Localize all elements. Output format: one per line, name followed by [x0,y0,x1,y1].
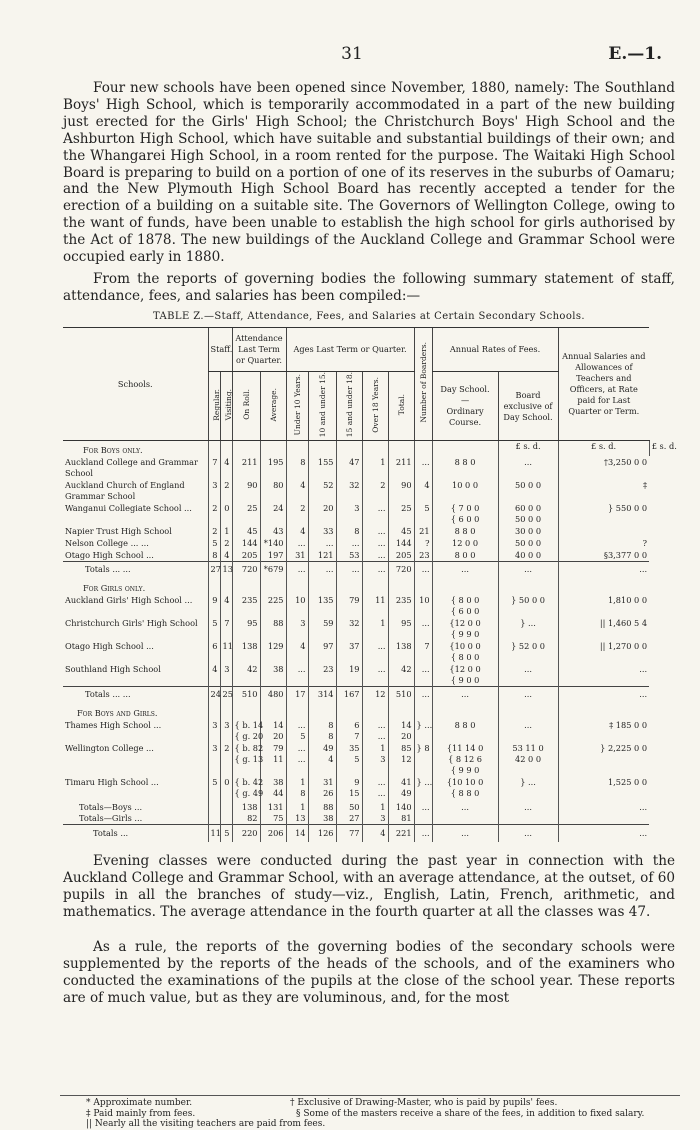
paragraph-reports-rule: As a rule, the reports of the governing bodies of the secondary schools were supplemented by the reports of the heads of the schools, and of the examiners who conducted the examinations of the pupils at the close of the school year. These reports are of much value, but as they are voluminous, and, for the most [63,939,675,1006]
cell-day-school-fee: {10 0 0 { 8 0 0 [432,640,498,663]
cell-total: 42 [388,663,414,687]
cell-over-18: ... ... [362,719,388,742]
cell-board-fee: ... [498,799,558,825]
cell-total: 221 [388,825,414,843]
cell-board-fee: 50 0 0 [498,537,558,549]
cell-day-school-fee: 8 8 0 [432,456,498,479]
col-fees: Annual Rates of Fees. [432,328,558,372]
cell-boarders: 4 [414,479,432,502]
cell-age-15-18: ... [336,562,362,580]
col-salaries: Annual Salaries and Allowances of Teachers and Officers, at Rate paid for Last Quarter or Term. [558,328,649,441]
cell-over-18: 11 [362,594,388,617]
cell-average: 197 [260,549,286,562]
totals-row [63,825,679,843]
cell-visiting: 2 [220,742,232,776]
cell-age-15-18: 47 [336,456,362,479]
cell-total: 85 12 [388,742,414,776]
cell-salaries: 1,525 0 0 [558,776,649,799]
cell-board-fee: ... [498,719,558,742]
cell-boarders: } 8 [414,742,432,776]
cell-over-18: 1 3 [362,742,388,776]
cell-visiting: 5 [220,825,232,843]
school-name: Southland High School [65,664,161,675]
cell-board-fee: } 52 0 0 [498,640,558,663]
footnote: § Some of the masters receive a share of the fees, in addition to fixed salary. [296,1108,645,1119]
section-boys: For Boys only. [83,445,143,456]
cell-age-15-18: 53 [336,549,362,562]
cell-visiting: 4 [220,549,232,562]
col-on-roll: On Roll. [232,372,260,441]
cell-age-15-18: 6 7 [336,719,362,742]
cell-on-roll: 205 [232,549,260,562]
table-row [63,719,679,742]
paragraph-reports-intro: From the reports of governing bodies the following summary statement of staff, attendance, fees, and salaries has been compiled:— [63,271,675,304]
cell-average: 88 [260,617,286,640]
school-name: Timaru High School ... [65,777,159,788]
cell-on-roll: 95 [232,617,260,640]
cell-regular: 8 [208,549,220,562]
cell-age-10-15: 126 [308,825,336,843]
col-under-10: Under 10 Years. [286,372,308,441]
cell-on-roll: 211 [232,456,260,479]
page-header [0,44,700,66]
cell-regular: 6 [208,640,220,663]
school-name: Nelson College ... ... [65,538,149,549]
cell-regular: 2 [208,502,220,525]
table-row [63,502,679,525]
cell-age-10-15: ... [308,562,336,580]
footnote: * Approximate number. [86,1098,193,1108]
school-name: Totals ... ... [63,562,208,580]
cell-visiting: 2 [220,537,232,549]
cell-age-15-18: 8 [336,525,362,537]
col-attendance: Attendance Last Term or Quarter. [232,328,286,372]
cell-age-10-15: 97 [308,640,336,663]
cell-regular: 5 [208,537,220,549]
totals-row [63,687,679,705]
cell-on-roll: 25 [232,502,260,525]
cell-age-10-15: 23 [308,663,336,687]
cell-regular: 2 [208,525,220,537]
cell-average: 129 [260,640,286,663]
cell-visiting: 11 [220,640,232,663]
school-name: Totals ... [63,825,208,843]
cell-over-18: 1 [362,456,388,479]
cell-board-fee: 30 0 0 [498,525,558,537]
cell-over-18: ... ... [362,776,388,799]
cell-age-10-15: 314 [308,687,336,705]
cell-over-18: 1 [362,617,388,640]
cell-on-roll: 235 [232,594,260,617]
cell-salaries: || 1,460 5 4 [558,617,649,640]
cell-visiting: 25 [220,687,232,705]
cell-regular: 24 [208,687,220,705]
cell-salaries: 1,810 0 0 [558,594,649,617]
cell-boarders: ... [414,617,432,640]
footnotes [60,1095,680,1130]
school-name: Auckland College and Grammar School [65,457,198,479]
school-name: Otago High School ... [65,550,154,561]
cell-boarders: ... [414,687,432,705]
cell-day-school-fee: {10 10 0 { 8 8 0 [432,776,498,799]
cell-day-school-fee: ... [432,562,498,580]
cell-age-10-15: 155 [308,456,336,479]
cell-under-10: 14 [286,825,308,843]
cell-boarders: ... [414,456,432,479]
cell-age-10-15: 8 8 [308,719,336,742]
cell-age-10-15: 33 [308,525,336,537]
cell-under-10: 8 [286,456,308,479]
cell-average: *679 [260,562,286,580]
cell-salaries: †3,250 0 0 [558,456,649,479]
cell-on-roll: 220 [232,825,260,843]
cell-regular: 5 [208,617,220,640]
cell-salaries: } 2,225 0 0 [558,742,649,776]
cell-over-18: ... [362,502,388,525]
cell-total: 41 49 [388,776,414,799]
cell-regular: 7 [208,456,220,479]
col-boarders: Number of Boarders. [414,328,432,441]
page-number: 31 [341,44,363,64]
cell-under-10: ... ... [286,742,308,776]
cell-day-school-fee: 8 8 0 [432,525,498,537]
cell-under-10: 4 [286,640,308,663]
cell-average: 80 [260,479,286,502]
cell-board-fee: 53 11 0 42 0 0 [498,742,558,776]
cell-board-fee: 40 0 0 [498,549,558,562]
cell-board-fee: ... [498,687,558,705]
cell-boarders: } ... [414,776,432,799]
table-row [63,479,679,502]
cell-total: 140 81 [388,799,414,825]
school-name: Napier Trust High School [65,526,172,537]
totals-row [63,562,679,580]
cell-day-school-fee: ... [432,687,498,705]
cell-total: 205 [388,549,414,562]
cell-day-school-fee: {11 14 0 { 8 12 6 { 9 9 0 [432,742,498,776]
cell-day-school-fee: ... [432,825,498,843]
cell-total: 235 [388,594,414,617]
cell-over-18: 4 [362,825,388,843]
table-row [63,549,679,562]
cell-total: 25 [388,502,414,525]
cell-salaries: ... [558,562,649,580]
cell-under-10: 4 [286,525,308,537]
cell-age-15-18: 79 [336,594,362,617]
cell-visiting: 3 [220,719,232,742]
table-row [63,537,679,549]
cell-under-10: 31 [286,549,308,562]
cell-boarders: ? [414,537,432,549]
table-row [63,776,679,799]
cell-over-18: ... [362,549,388,562]
totals-split-row [63,799,679,825]
cell-boarders: } ... [414,719,432,742]
school-name: Auckland Church of England Grammar School [65,480,185,502]
cell-boarders: 10 [414,594,432,617]
school-name: Wellington College ... [65,743,154,754]
cell-visiting: 2 [220,479,232,502]
school-name: Totals ... ... [63,687,208,705]
cell-age-15-18: 50 27 [336,799,362,825]
cell-average: 225 [260,594,286,617]
cell-total: 95 [388,617,414,640]
cell-age-15-18: 32 [336,617,362,640]
cell-day-school-fee: 12 0 0 [432,537,498,549]
col-visiting: Visiting. [220,372,232,441]
cell-visiting [220,799,232,825]
cell-day-school-fee: { 8 0 0 { 6 0 0 [432,594,498,617]
table-row [63,742,679,776]
cell-average: 79 11 [260,742,286,776]
table-title: TABLE Z.—Staff, Attendance, Fees, and Salaries at Certain Secondary Schools. [153,311,585,322]
table-row [63,525,679,537]
cell-day-school-fee: {12 0 0 { 9 9 0 [432,617,498,640]
col-total: Total. [388,372,414,441]
cell-age-15-18: 32 [336,479,362,502]
cell-average: 480 [260,687,286,705]
footnote: || Nearly all the visiting teachers are paid from fees. [86,1119,326,1129]
document-reference: E.—1. [608,44,662,64]
cell-over-18: ... [362,562,388,580]
cell-board-fee: 50 0 0 [498,479,558,502]
cell-total: 720 [388,562,414,580]
col-over-18: Over 18 Years. [362,372,388,441]
cell-board-fee: ... [498,663,558,687]
footnote: ‡ Paid mainly from fees. [86,1108,196,1119]
cell-visiting: 0 [220,776,232,799]
cell-over-18: ... [362,640,388,663]
cell-age-15-18: 35 5 [336,742,362,776]
paragraph-new-schools: Four new schools have been opened since November, 1880, namely: The Southland Boys' High School, which is temporarily accommodated in a part of the new building just erected for the Girls' High School; the Christchurch Boys' High School and the Ashburton High School, which have suitable and substantial buildings of their own; and the Whangarei High School, in a room rented for the purpose. The Waitaki High School Board is preparing to build on a portion of one of its reserves in the suburbs of Oamaru; and the New Plymouth High School Board has recently accepted a tender for the erection of a building on a suitable site. The Governors of Wellington College, owing to the want of funds, have been unable to establish the high school for girls authorised by the Act of 1878. The new buildings of the Auckland College and Grammar School were occupied early in 1880. [63,80,675,266]
cell-board-fee: } 50 0 0 [498,594,558,617]
cell-age-10-15: 121 [308,549,336,562]
cell-average: *140 [260,537,286,549]
cell-visiting: 13 [220,562,232,580]
cell-regular: 9 [208,594,220,617]
table-row [63,617,679,640]
school-name: Auckland Girls' High School ... [65,595,193,606]
cell-visiting: 3 [220,663,232,687]
cell-salaries: || 1,270 0 0 [558,640,649,663]
unit-label: £ s. d. [558,441,649,457]
cell-over-18: 1 3 [362,799,388,825]
cell-day-school-fee: {12 0 0 { 9 0 0 [432,663,498,687]
table-row [63,594,679,617]
cell-regular: 4 [208,663,220,687]
cell-regular: 3 [208,742,220,776]
cell-average: 38 [260,663,286,687]
cell-under-10: 3 [286,617,308,640]
cell-under-10: 1 8 [286,776,308,799]
cell-salaries: ... [558,799,649,825]
table-z [63,327,679,842]
cell-under-10: ... 5 [286,719,308,742]
table-row [63,663,679,687]
cell-salaries: ... [558,825,649,843]
cell-age-10-15: 49 4 [308,742,336,776]
cell-under-10: 2 [286,502,308,525]
cell-age-10-15: ... [308,537,336,549]
paragraph-evening-classes: Evening classes were conducted during the past year in connection with the Auckland College and Grammar School, with an average attendance, at the outset, of 60 pupils in all the branches of study—viz., English, Latin, French, arithmetic, and mathematics. The average attendance in the fourth quarter at all the classes was 47. [63,853,675,920]
cell-board-fee: ... [498,562,558,580]
col-10-15: 10 and under 15. [308,372,336,441]
cell-age-15-18: 77 [336,825,362,843]
cell-over-18: 12 [362,687,388,705]
cell-board-fee: ... [498,456,558,479]
cell-day-school-fee: 8 8 0 [432,719,498,742]
cell-salaries [558,525,649,537]
cell-visiting: 0 [220,502,232,525]
footnote: † Exclusive of Drawing-Master, who is paid by pupils' fees. [290,1098,558,1108]
cell-visiting: 4 [220,456,232,479]
totals-label: Totals—Boys ... Totals—Girls ... [79,802,143,824]
cell-total: 510 [388,687,414,705]
cell-under-10: ... [286,663,308,687]
cell-salaries: ... [558,663,649,687]
cell-average: 206 [260,825,286,843]
col-ages: Ages Last Term or Quarter. [286,328,414,372]
cell-day-school-fee: 10 0 0 [432,479,498,502]
cell-average: 38 44 [260,776,286,799]
cell-regular [208,799,220,825]
unit-label: £ s. d. [649,441,679,457]
school-name: Wanganui Collegiate School ... [65,503,192,514]
cell-salaries: ‡ 185 0 0 [558,719,649,742]
cell-under-10: 10 [286,594,308,617]
cell-under-10: 4 [286,479,308,502]
cell-regular: 3 [208,719,220,742]
section-girls: For Girls only. [83,583,146,594]
cell-salaries: §3,377 0 0 [558,549,649,562]
cell-age-10-15: 20 [308,502,336,525]
cell-boarders: 7 [414,640,432,663]
cell-day-school-fee: 8 0 0 [432,549,498,562]
cell-day-school-fee: { 7 0 0 { 6 0 0 [432,502,498,525]
cell-over-18: ... [362,537,388,549]
cell-over-18: ... [362,525,388,537]
cell-regular: 27 [208,562,220,580]
cell-average: 14 20 [260,719,286,742]
cell-average: 24 [260,502,286,525]
cell-boarders: 21 [414,525,432,537]
cell-under-10: 17 [286,687,308,705]
cell-on-roll: 720 [232,562,260,580]
cell-age-10-15: 59 [308,617,336,640]
cell-under-10: ... [286,562,308,580]
cell-on-roll: 144 [232,537,260,549]
cell-regular: 3 [208,479,220,502]
cell-age-10-15: 31 26 [308,776,336,799]
unit-label: £ s. d. [498,441,558,457]
col-day-school: Day School. — Ordinary Course. [432,372,498,441]
cell-on-roll: 45 [232,525,260,537]
cell-under-10: 1 13 [286,799,308,825]
cell-total: 90 [388,479,414,502]
col-regular: Regular. [208,372,220,441]
cell-average: 43 [260,525,286,537]
cell-regular: 11 [208,825,220,843]
cell-salaries: } 550 0 0 [558,502,649,525]
cell-board-fee: 60 0 0 50 0 0 [498,502,558,525]
cell-on-roll: { b. 14 { g. 20 [232,719,260,742]
cell-salaries: ‡ [558,479,649,502]
cell-over-18: 2 [362,479,388,502]
school-name: Otago High School ... [65,641,154,652]
col-staff: Staff. [208,328,232,372]
cell-board-fee: } ... [498,617,558,640]
col-15-18: 15 and under 18. [336,372,362,441]
cell-total: 211 [388,456,414,479]
cell-day-school-fee: ... [432,799,498,825]
cell-on-roll: 510 [232,687,260,705]
school-name: Thames High School ... [65,720,162,731]
col-schools: Schools. [63,328,208,441]
school-name: Christchurch Girls' High School [65,618,198,629]
cell-boarders: ... [414,562,432,580]
cell-age-15-18: 3 [336,502,362,525]
section-boys-and-girls: For Boys and Girls. [77,708,158,719]
cell-age-15-18: ... [336,537,362,549]
cell-total: 14 20 [388,719,414,742]
table-row [63,456,679,479]
cell-age-10-15: 52 [308,479,336,502]
cell-visiting: 1 [220,525,232,537]
cell-board-fee: } ... [498,776,558,799]
cell-visiting: 7 [220,617,232,640]
cell-age-15-18: 9 15 [336,776,362,799]
cell-total: 45 [388,525,414,537]
cell-age-15-18: 19 [336,663,362,687]
cell-salaries: ? [558,537,649,549]
cell-boarders: 5 [414,502,432,525]
cell-salaries: ... [558,687,649,705]
cell-age-10-15: 88 38 [308,799,336,825]
cell-age-10-15: 135 [308,594,336,617]
cell-boarders: 23 [414,549,432,562]
cell-on-roll: { b. 42 { g. 49 [232,776,260,799]
col-board: Board exclusive of Day School. [498,372,558,441]
cell-boarders: ... [414,825,432,843]
cell-boarders: ... [414,799,432,825]
cell-on-roll: { b. 82 { g. 13 [232,742,260,776]
cell-visiting: 4 [220,594,232,617]
cell-age-15-18: 167 [336,687,362,705]
cell-under-10: ... [286,537,308,549]
cell-on-roll: 138 [232,640,260,663]
cell-average: 131 75 [260,799,286,825]
cell-on-roll: 138 82 [232,799,260,825]
cell-age-15-18: 37 [336,640,362,663]
cell-on-roll: 42 [232,663,260,687]
col-average: Average. [260,372,286,441]
cell-total: 144 [388,537,414,549]
cell-on-roll: 90 [232,479,260,502]
cell-regular: 5 [208,776,220,799]
cell-average: 195 [260,456,286,479]
table-row [63,640,679,663]
cell-over-18: ... [362,663,388,687]
cell-total: 138 [388,640,414,663]
cell-boarders: ... [414,663,432,687]
cell-board-fee: ... [498,825,558,843]
